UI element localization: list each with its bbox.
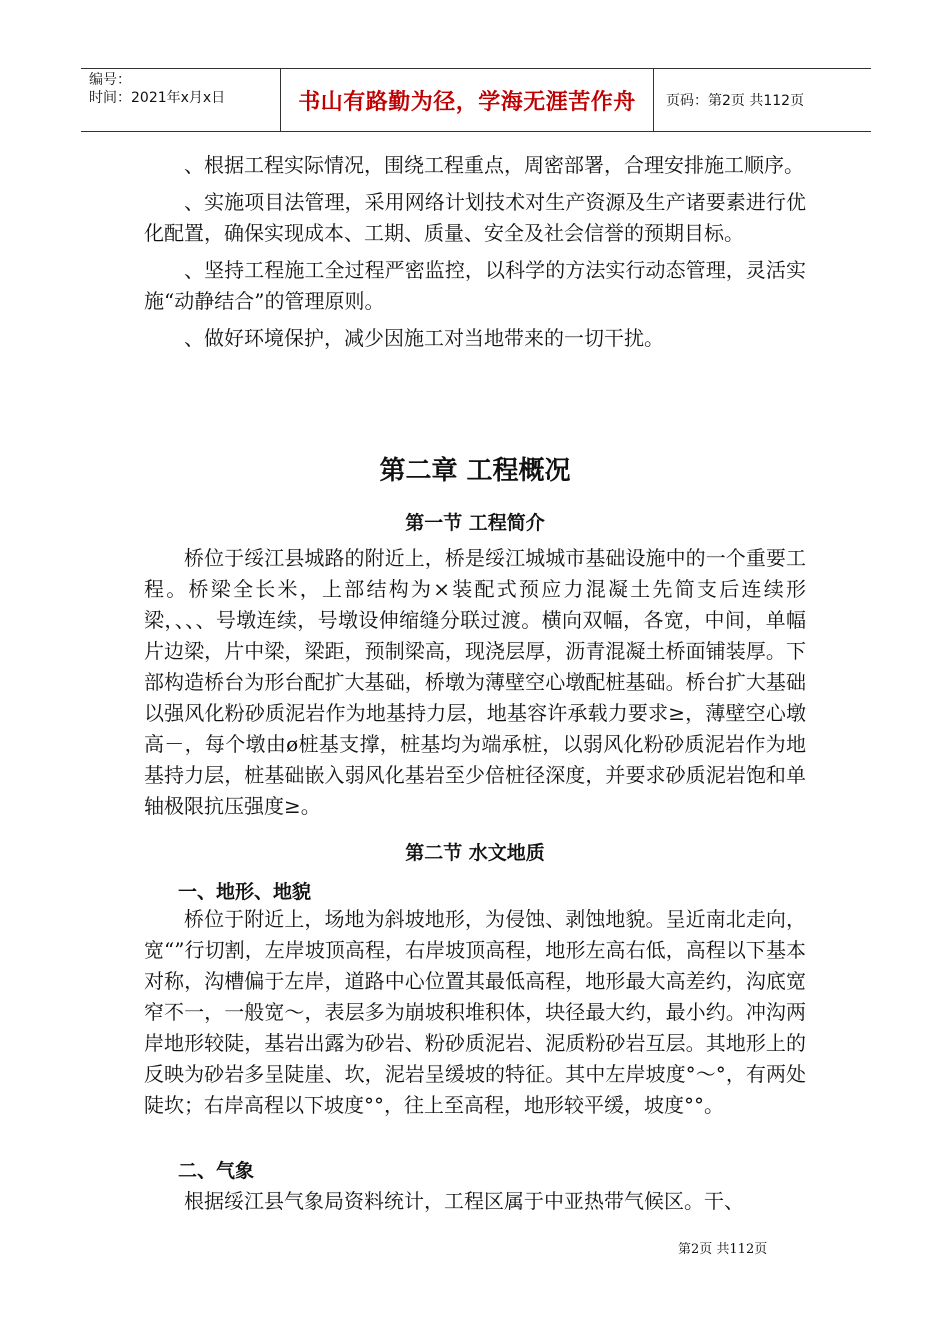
number-label: 编号： <box>89 72 131 88</box>
section2-paragraph: 根据绥江县气象局资料统计，工程区属于中亚热带气候区。干、 <box>184 1189 744 1213</box>
intro-paragraph: 、实施项目法管理，采用网络计划技术对生产资源及生产诸要素进行优化配置，确保实现成本、工期、质量、安全及社会信誉的预期目标。 <box>144 190 806 245</box>
section1-paragraph: 桥位于绥江县城路的附近上，桥是绥江城城市基础设施中的一个重要工程。桥梁全长米，上部结构为×装配式预应力混凝土先简支后连续形梁，、、、号墩连续，号墩设伸缩缝分联过渡。横向双幅，各宽，中间，单幅片边梁，片中梁，梁距，预制梁高，现浇层厚，沥青混凝土桥面铺装厚。下部构造桥台为形台配扩大基础，桥墩为薄壁空心墩配桩基础。桥台扩大基础以强风化粉砂质泥岩作为地基持力层，地基容许承载力要求≥，薄壁空心墩高－，每个墩由ø桩基支撑，桩基均为端承桩，以弱风化粉砂质泥岩作为地基持力层，桩基础嵌入弱风化基岩至少倍桩径深度，并要求砂质泥岩饱和单轴极限抗压强度≥。 <box>144 546 806 818</box>
section2-body-2 <box>144 1186 806 1217</box>
intro-paragraph: 、根据工程实际情况，围绕工程重点，周密部署，合理安排施工顺序。 <box>184 153 804 177</box>
section2-body <box>144 904 806 1121</box>
intro-paragraph: 、坚持工程施工全过程严密监控，以科学的方法实行动态管理，灵活实施“动静结合”的管理原则。 <box>144 258 806 313</box>
page-header <box>81 68 871 132</box>
intro-paragraph: 、做好环境保护，减少因施工对当地带来的一切干扰。 <box>184 326 664 350</box>
section-title: 第一节 工程简介 <box>405 512 545 534</box>
section-title: 第二节 水文地质 <box>405 842 545 864</box>
subsection-title: 二、气象 <box>178 1160 255 1182</box>
section1-body <box>144 543 806 822</box>
subsection-title: 一、地形、地貌 <box>178 881 312 903</box>
header-motto: 书山有路勤为径，学海无涯苦作舟 <box>281 69 654 131</box>
chapter-title: 第二章 工程概况 <box>379 456 571 486</box>
section2-paragraph: 桥位于附近上，场地为斜坡地形，为侵蚀、剥蚀地貌。呈近南北走向，宽“”行切割，左岸坡顶高程，右岸坡顶高程，地形左高右低，高程以下基本对称，沟槽偏于左岸，道路中心位置其最低高程，地形最大高差约，沟底宽窄不一，一般宽～，表层多为崩坡积堆积体，块径最大约，最小约。冲沟两岸地形较陡，基岩出露为砂岩、粉砂质泥岩、泥质粉砂岩互层。其地形上的反映为砂岩多呈陡崖、坎，泥岩呈缓坡的特征。其中左岸坡度°～°，有两处陡坎；右岸高程以下坡度°°，往上至高程，地形较平缓，坡度°°。 <box>144 907 806 1117</box>
header-meta-cell <box>81 69 281 131</box>
header-page-code: 页码：第2页 共112页 <box>666 93 805 109</box>
time-label: 时间：2021年x月x日 <box>89 90 226 106</box>
page-footer: 第2页 共112页 <box>678 1242 768 1257</box>
intro-block <box>144 150 806 354</box>
